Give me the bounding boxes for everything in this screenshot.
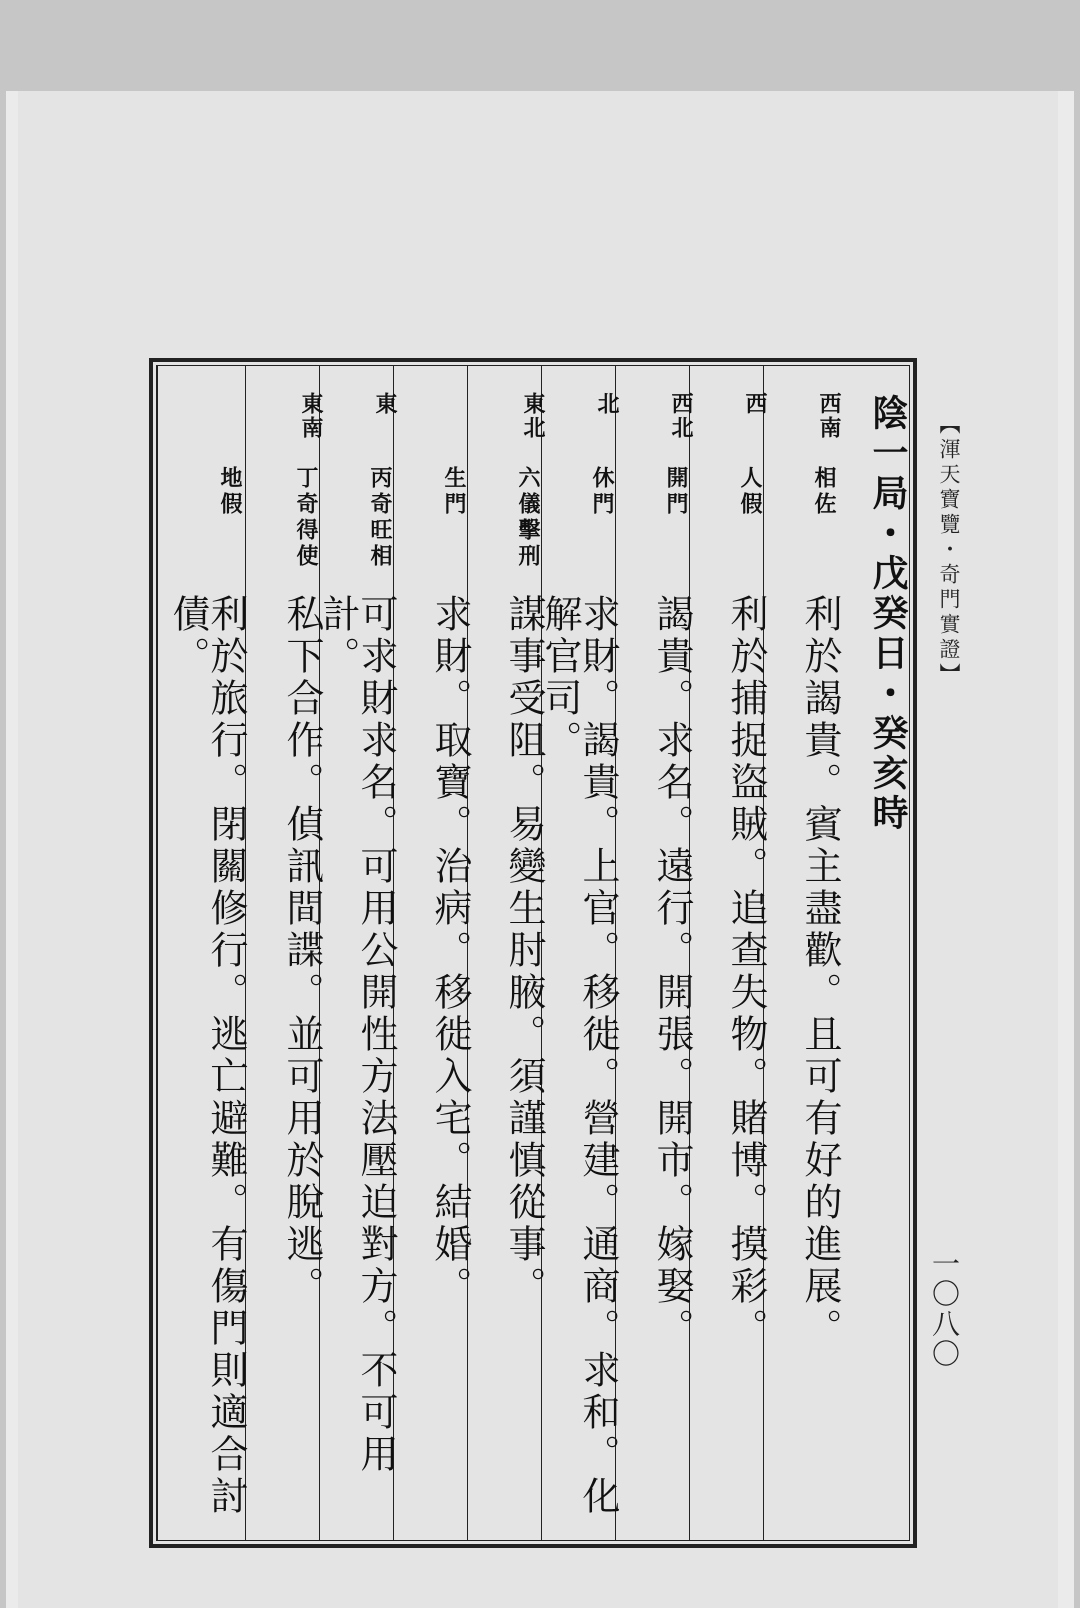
column-text: 求財。取寶。治病。移徙入宅。結婚。 bbox=[428, 594, 472, 1308]
page-title: 陰一局・戊癸日・癸亥時 bbox=[867, 394, 908, 834]
column-text: 謁貴。求名。遠行。開張。開市。嫁娶。 bbox=[650, 594, 694, 1350]
column-text: 求財。謁貴。上官。移徙。營建。通商。求和。化解官司。 bbox=[538, 594, 620, 1518]
column-9 bbox=[157, 366, 248, 1540]
star-label: 開門 bbox=[663, 466, 688, 518]
direction-label: 西 bbox=[742, 392, 767, 416]
page-sheet bbox=[6, 91, 1074, 1608]
direction-label: 東北 bbox=[520, 392, 545, 440]
column-7 bbox=[316, 366, 398, 1540]
column-4 bbox=[538, 366, 620, 1540]
title-column bbox=[837, 366, 913, 1540]
direction-label: 西北 bbox=[668, 392, 693, 440]
star-label: 人假 bbox=[737, 466, 762, 518]
column-2 bbox=[689, 366, 768, 1540]
direction-label: 西南 bbox=[816, 392, 841, 440]
star-label: 相佐 bbox=[811, 466, 836, 518]
column-text: 利於捕捉盜賊。追查失物。賭博。摸彩。 bbox=[724, 594, 768, 1350]
column-6 bbox=[393, 366, 472, 1540]
direction-label: 東 bbox=[372, 392, 397, 416]
column-1 bbox=[763, 366, 842, 1540]
star-label: 六儀擊刑 bbox=[515, 466, 540, 570]
star-label: 生門 bbox=[441, 466, 466, 518]
column-5 bbox=[467, 366, 546, 1540]
page-number: 一〇八〇 bbox=[928, 1249, 961, 1369]
column-text: 私下合作。偵訊間諜。並可用於脫逃。 bbox=[280, 594, 324, 1308]
star-label: 地假 bbox=[217, 466, 242, 518]
table-frame bbox=[149, 358, 917, 1548]
column-text: 謀事受阻。易變生肘腋。須謹慎從事。 bbox=[502, 594, 546, 1308]
column-text: 可求財求名。可用公開性方法壓迫對方。不可用計。 bbox=[316, 594, 398, 1476]
page-paper bbox=[18, 91, 1058, 1608]
star-label: 休門 bbox=[589, 466, 614, 518]
column-3 bbox=[615, 366, 694, 1540]
star-label: 丁奇得使 bbox=[293, 466, 318, 570]
running-head: 【渾天寶覽・奇門實證】 bbox=[937, 413, 961, 688]
direction-label: 北 bbox=[594, 392, 619, 416]
column-text: 利於謁貴。賓主盡歡。且可有好的進展。 bbox=[798, 594, 842, 1350]
column-8 bbox=[245, 366, 324, 1540]
star-label: 丙奇旺相 bbox=[367, 466, 392, 570]
table-grid bbox=[156, 365, 910, 1541]
direction-label: 東南 bbox=[298, 392, 323, 440]
column-text: 利於旅行。閉關修行。逃亡避難。有傷門則適合討債。 bbox=[166, 594, 248, 1518]
